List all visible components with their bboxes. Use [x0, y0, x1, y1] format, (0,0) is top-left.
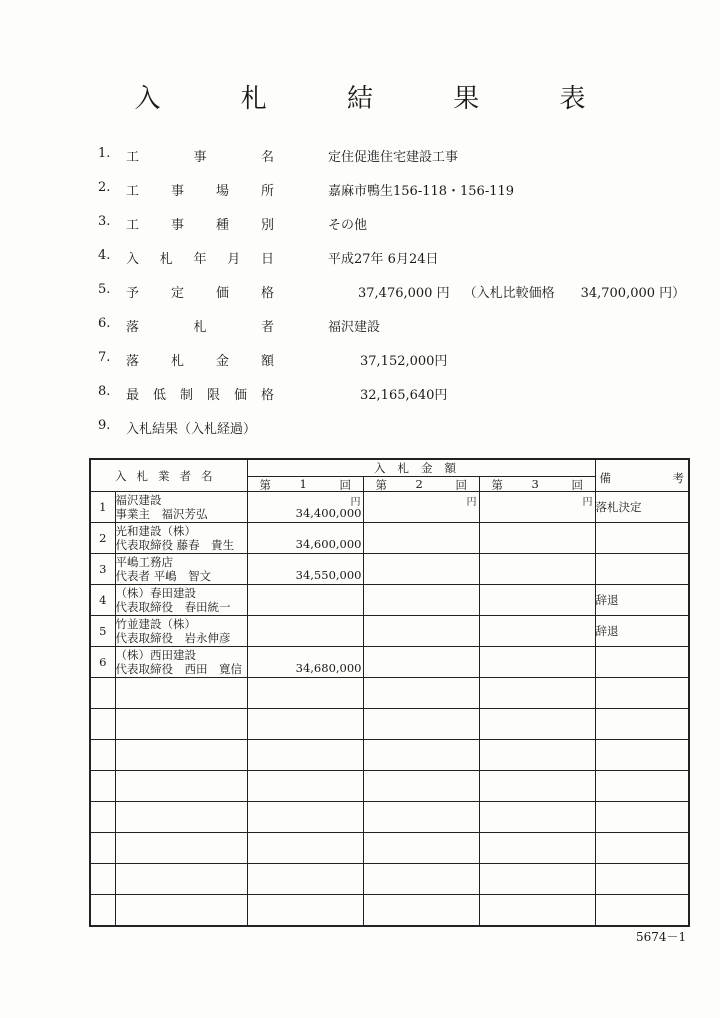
header-round-1: 第 1 回: [247, 477, 363, 492]
bidder-cell: [115, 585, 247, 616]
round-1-amount: 34,550,000: [247, 554, 363, 585]
round-3-amount: [479, 492, 595, 523]
table-row: [90, 554, 689, 585]
round-3-amount: [479, 647, 595, 678]
representative-name: 代表取締役 岩永伸彦: [115, 631, 231, 645]
company-name: 福沢建設: [115, 493, 162, 507]
planned-price: 37,476,000 円: [358, 286, 450, 301]
company-name: 光和建設（株）: [115, 524, 196, 538]
row-index: 5: [90, 616, 115, 647]
table-row: [90, 585, 689, 616]
header-bid-amount: 入札金額: [247, 459, 595, 477]
company-name: 平嶋工務店: [115, 555, 173, 569]
item-value: 嘉麻市鴨生156-118・156-119: [328, 184, 515, 199]
round-2-amount: [363, 492, 479, 523]
row-index: 2: [90, 523, 115, 554]
yen-unit: 円: [350, 497, 361, 508]
item-number: 1.: [98, 146, 111, 161]
item-label: 入札結果（入札経過）: [126, 422, 257, 437]
item-label: 予定価格: [126, 286, 274, 301]
round-1-amount: [247, 585, 363, 616]
yen-unit: 円: [582, 497, 593, 508]
bidder-cell: [115, 492, 247, 523]
remarks-cell: 落札決定: [595, 492, 689, 523]
item-number: 2.: [98, 180, 111, 195]
yen-unit: 円: [466, 497, 477, 508]
item-label: 工事名: [126, 150, 274, 165]
representative-name: 代表取締役 藤春 貴生: [115, 538, 235, 552]
empty-row: [90, 833, 689, 864]
header-remarks-b: 考: [672, 471, 685, 485]
item-label: 工事場所: [126, 184, 274, 199]
remarks-cell: [595, 554, 689, 585]
table-row: [90, 492, 689, 523]
item-number: 5.: [98, 282, 111, 297]
representative-name: 事業主 福沢芳弘: [115, 507, 208, 521]
empty-row: [90, 802, 689, 833]
empty-row: [90, 771, 689, 802]
item-value: その他: [328, 218, 368, 233]
round-1-amount: 円 34,400,000: [247, 492, 363, 523]
bid-result-table: [89, 458, 690, 927]
header-remarks: [595, 459, 689, 492]
item-value: 32,165,640円: [360, 388, 448, 403]
round-2-amount: [363, 523, 479, 554]
table-row: [90, 616, 689, 647]
item-number: 4.: [98, 248, 111, 263]
item-label: 落札金額: [126, 354, 274, 369]
bidder-cell: [115, 523, 247, 554]
item-number: 9.: [98, 418, 111, 433]
round-1-amount: [247, 616, 363, 647]
row-index: 6: [90, 647, 115, 678]
round-1-amount: 34,600,000: [247, 523, 363, 554]
representative-name: 代表者 平嶋 智文: [115, 569, 212, 583]
remarks-cell: [595, 647, 689, 678]
table-row: [90, 647, 689, 678]
round-1-amount: 34,680,000: [247, 647, 363, 678]
item-label: 最低制限価格: [126, 388, 274, 403]
round-2-amount: [363, 554, 479, 585]
remarks-cell: 辞退: [595, 585, 689, 616]
round-3-amount: [479, 523, 595, 554]
representative-name: 代表取締役 春田統一: [115, 600, 231, 614]
item-number: 6.: [98, 316, 111, 331]
round-3-amount: [479, 616, 595, 647]
item-value: 平成27年 6月24日: [328, 252, 439, 267]
bidder-cell: [115, 554, 247, 585]
bidder-cell: [115, 647, 247, 678]
item-label: 入札年月日: [126, 252, 274, 267]
company-name: （株）西田建設: [115, 648, 196, 662]
item-label: 落札者: [126, 320, 274, 335]
remarks-cell: 辞退: [595, 616, 689, 647]
table-header-row: [90, 459, 689, 477]
item-number: 3.: [98, 214, 111, 229]
page-title: 入 札 結 果 表: [134, 84, 622, 114]
item-value: 福沢建設: [328, 320, 381, 335]
row-index: 1: [90, 492, 115, 523]
comparison-price: （入札比較価格 34,700,000 円）: [463, 286, 686, 301]
empty-row: [90, 740, 689, 771]
page-number: 5674－1: [636, 930, 687, 944]
item-value: 定住促進住宅建設工事: [328, 150, 459, 165]
header-round-2: 第 2 回: [363, 477, 479, 492]
row-index: 3: [90, 554, 115, 585]
empty-row: [90, 864, 689, 895]
item-number: 7.: [98, 350, 111, 365]
round-2-amount: [363, 616, 479, 647]
company-name: 竹並建設（株）: [115, 617, 196, 631]
item-number: 8.: [98, 384, 111, 399]
empty-row: [90, 709, 689, 740]
remarks-cell: [595, 523, 689, 554]
row-index: 4: [90, 585, 115, 616]
table-row: [90, 523, 689, 554]
round-3-amount: [479, 554, 595, 585]
representative-name: 代表取締役 西田 寛信: [115, 662, 242, 676]
round-2-amount: [363, 647, 479, 678]
company-name: （株）春田建設: [115, 586, 196, 600]
empty-row: [90, 678, 689, 709]
round-2-amount: [363, 585, 479, 616]
header-bidder-name: 入札業者名: [90, 459, 247, 492]
header-round-3: 第 3 回: [479, 477, 595, 492]
bidder-cell: [115, 616, 247, 647]
item-label: 工事種別: [126, 218, 274, 233]
header-remarks-a: 備: [599, 471, 612, 485]
item-value: 37,152,000円: [360, 354, 448, 369]
empty-row: [90, 895, 689, 927]
round-3-amount: [479, 585, 595, 616]
item-value: [358, 282, 685, 301]
